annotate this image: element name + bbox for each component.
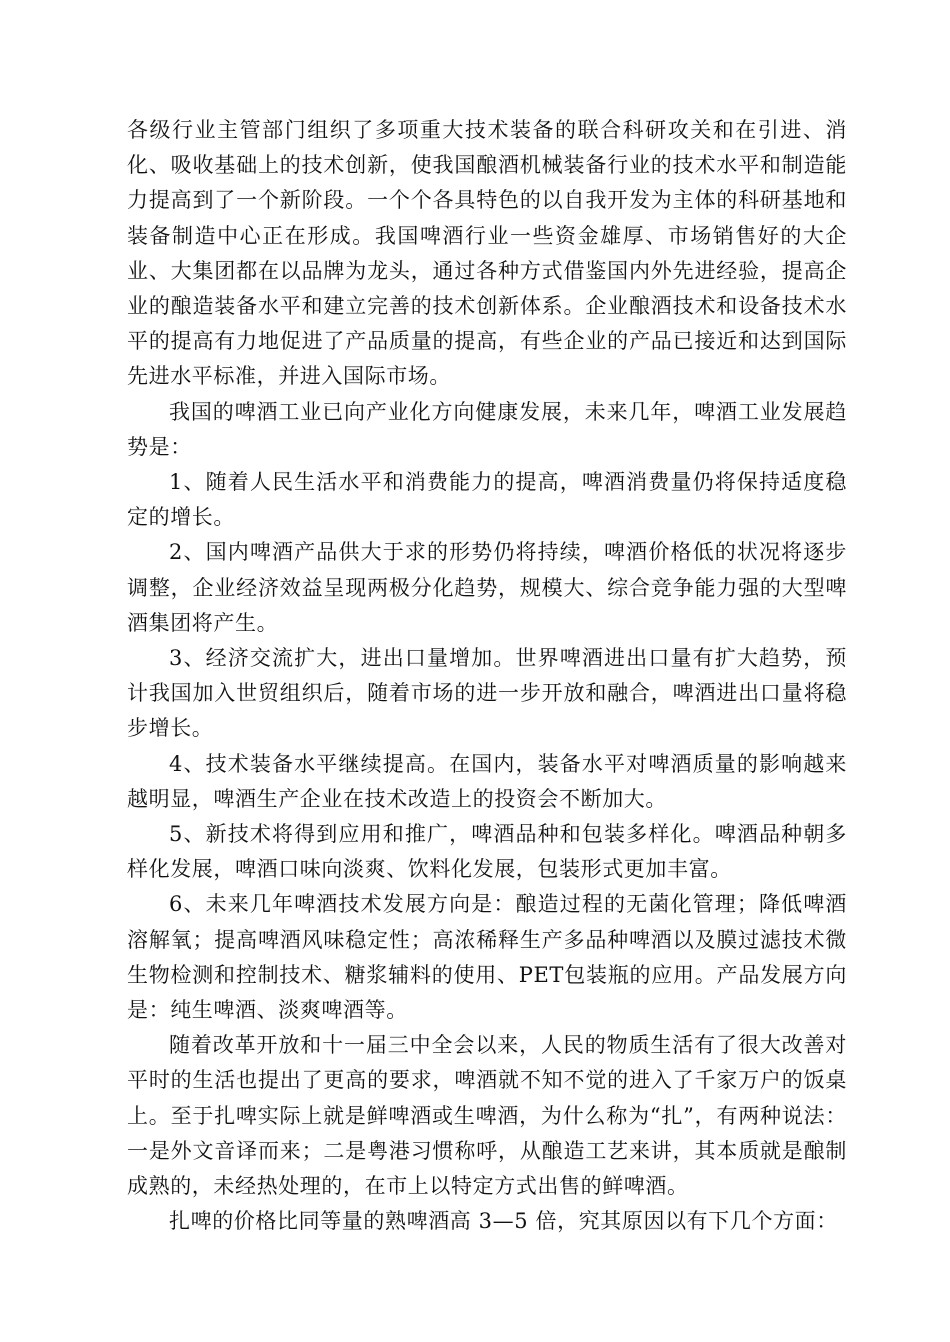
list-item-equipment-level: 4、技术装备水平继续提高。在国内，装备水平对啤酒质量的影响越来越明显，啤酒生产企业在技术改造上的投资会不断加大。 [127, 751, 847, 811]
paragraph-industry-trends-intro: 我国的啤酒工业已向产业化方向健康发展，未来几年，啤酒工业发展趋势是： [127, 399, 847, 459]
paragraph-draft-beer-price: 扎啤的价格比同等量的熟啤酒高 3—5 倍，究其原因以有下几个方面： [169, 1209, 838, 1234]
document-body [127, 113, 847, 1240]
paragraph-equipment-innovation: 各级行业主管部门组织了多项重大技术装备的联合科研攻关和在引进、消化、吸收基础上的技术创新，使我国酿酒机械装备行业的技术水平和制造能力提高到了一个新阶段。一个个各具特色的以自我开发为主体的科研基地和装备制造中心正在形成。我国啤酒行业一些资金雄厚、市场销售好的大企业、大集团都在以品牌为龙头，通过各种方式借鉴国内外先进经验，提高企业的酿造装备水平和建立完善的技术创新体系。企业酿酒技术和设备技术水平的提高有力地促进了产品质量的提高，有些企业的产品已接近和达到国际先进水平标准，并进入国际市场。 [127, 118, 847, 389]
list-item-consumption-growth: 1、随着人民生活水平和消费能力的提高，啤酒消费量仍将保持适度稳定的增长。 [127, 470, 847, 530]
paragraph-draft-beer: 随着改革开放和十一届三中全会以来，人民的物质生活有了很大改善对平时的生活也提出了更高的要求，啤酒就不知不觉的进入了千家万户的饭桌上。至于扎啤实际上就是鲜啤酒或生啤酒，为什么称为“扎”，有两种说法：一是外文音译而来；二是粤港习惯称呼，从酿造工艺来讲，其本质就是酿制成熟的，未经热处理的，在市上以特定方式出售的鲜啤酒。 [127, 1033, 847, 1199]
list-item-new-technology: 5、新技术将得到应用和推广，啤酒品种和包装多样化。啤酒品种朝多样化发展，啤酒口味向淡爽、饮料化发展，包装形式更加丰富。 [127, 822, 847, 882]
list-item-supply-demand: 2、国内啤酒产品供大于求的形势仍将持续，啤酒价格低的状况将逐步调整，企业经济效益呈现两极分化趋势，规模大、综合竞争能力强的大型啤酒集团将产生。 [127, 540, 847, 635]
list-item-technology-direction: 6、未来几年啤酒技术发展方向是：酿造过程的无菌化管理；降低啤酒溶解氧；提高啤酒风味稳定性；高浓稀释生产多品种啤酒以及膜过滤技术微生物检测和控制技术、糖浆辅料的使用、PET包装瓶的应用。产品发展方向是：纯生啤酒、淡爽啤酒等。 [127, 892, 847, 1023]
list-item-import-export: 3、经济交流扩大，进出口量增加。世界啤酒进出口量有扩大趋势，预计我国加入世贸组织后，随着市场的进一步开放和融合，啤酒进出口量将稳步增长。 [127, 646, 847, 741]
